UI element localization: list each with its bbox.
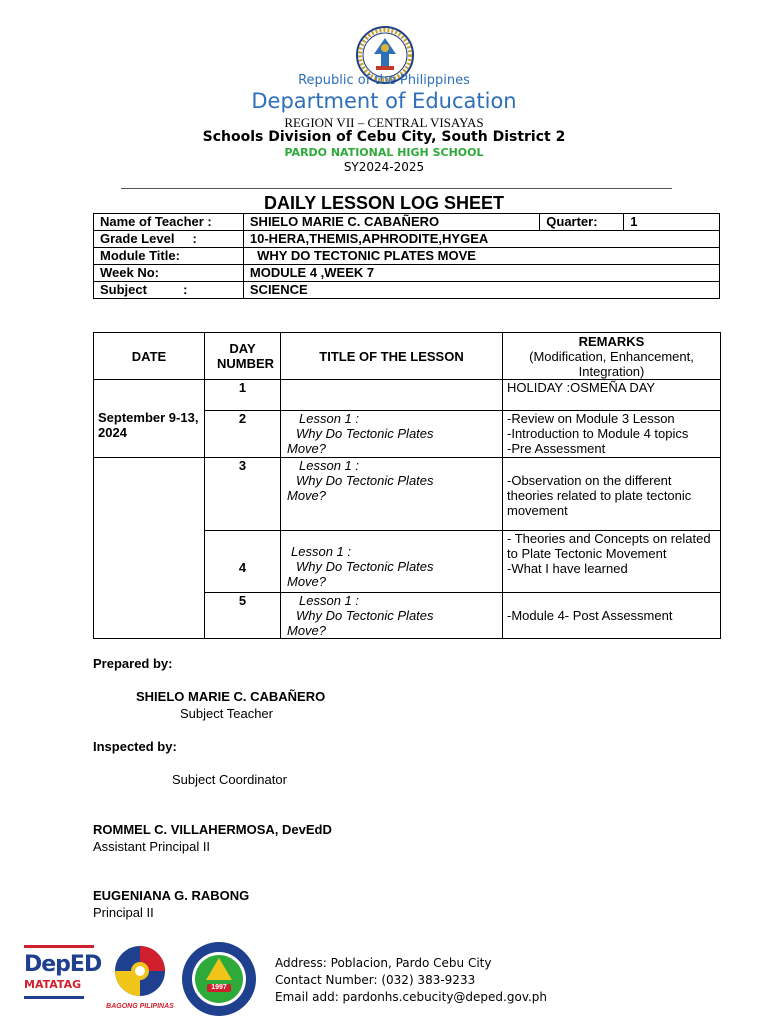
school-seal-year: 1997 [211, 984, 227, 991]
lesson-title-tail: Move? [287, 574, 327, 589]
school-address: Address: Poblacion, Pardo Cebu City [275, 956, 492, 970]
republic-text: Republic of the Philippines [298, 73, 470, 88]
lesson-cell [281, 458, 503, 531]
teacher-row [94, 214, 720, 231]
lesson-title-tail: Move? [287, 441, 327, 456]
assistant-principal-role: Assistant Principal II [93, 839, 211, 854]
lesson-title: Why Do Tectonic Plates [296, 559, 434, 574]
principal-role: Principal II [93, 905, 154, 920]
day-number: 4 [205, 531, 281, 593]
inspected-by-label: Inspected by: [93, 739, 177, 754]
lesson-label: Lesson 1 : [299, 411, 359, 426]
lesson-cell [281, 593, 503, 639]
lesson-title: Why Do Tectonic Plates [296, 608, 434, 623]
remarks-header-sub: (Modification, Enhancement, Integration) [529, 348, 694, 379]
remarks-header-label: REMARKS [578, 333, 645, 349]
lesson-title: Why Do Tectonic Plates [296, 426, 434, 441]
lesson-title-tail: Move? [287, 488, 327, 503]
prepared-name: SHIELO MARIE C. CABAÑERO [136, 689, 326, 704]
remark-line: -Module 4- Post Assessment [507, 608, 673, 623]
quarter-value: 1 [624, 214, 720, 231]
deped-matatag-logo [24, 945, 102, 1005]
module-value: WHY DO TECTONIC PLATES MOVE [243, 248, 719, 265]
header-divider [121, 188, 672, 189]
bagong-pilipinas-logo [104, 944, 176, 1008]
remarks-cell [503, 458, 721, 531]
grade-value: 10-HERA,THEMIS,APHRODITE,HYGEA [243, 231, 719, 248]
department-name: Department of Education [251, 89, 517, 113]
assistant-principal-name: ROMMEL C. VILLAHERMOSA, DevEdD [93, 822, 332, 837]
lesson-title-header: TITLE OF THE LESSON [281, 333, 503, 380]
lesson-log-table [93, 332, 721, 639]
school-seal-emblem [180, 940, 258, 1018]
grade-label: Grade Level : [94, 231, 244, 248]
remarks-cell [503, 411, 721, 458]
lesson-label: Lesson 1 : [299, 593, 359, 608]
remarks-cell: HOLIDAY :OSMEÑA DAY [503, 380, 721, 411]
remarks-cell [503, 531, 721, 593]
date-cell-empty [94, 593, 205, 639]
subject-row [94, 282, 720, 299]
quarter-label: Quarter: [540, 214, 624, 231]
inspected-role: Subject Coordinator [172, 772, 287, 787]
remark-line: -Observation on the different theories related to plate tectonic movement [507, 473, 692, 518]
day-number: 5 [205, 593, 281, 639]
division-text: Schools Division of Cebu City, South District 2 [202, 129, 566, 145]
date-cell-empty [94, 531, 205, 593]
teacher-info-table [93, 213, 720, 299]
table-row [94, 380, 721, 411]
day-number-header: DAY NUMBER [205, 333, 281, 380]
remark-line: -Pre Assessment [507, 441, 606, 456]
date-cell [94, 380, 205, 458]
remarks-cell [503, 593, 721, 639]
prepared-by-label: Prepared by: [93, 656, 173, 671]
subject-value: SCIENCE [243, 282, 719, 299]
module-row [94, 248, 720, 265]
date-cell-empty [94, 458, 205, 531]
matatag-text: MATATAG [24, 978, 82, 991]
lesson-cell [281, 531, 503, 593]
school-seal-logo [180, 940, 258, 1018]
school-name: PARDO NATIONAL HIGH SCHOOL [284, 146, 484, 159]
lesson-header-row [94, 333, 721, 380]
table-row [94, 531, 721, 593]
module-label: Module Title: [94, 248, 244, 265]
date-value: September 9-13, 2024 [98, 410, 199, 440]
prepared-role: Subject Teacher [180, 706, 273, 721]
table-row [94, 593, 721, 639]
lesson-label: Lesson 1 : [299, 458, 359, 473]
bagong-pilipinas-emblem [104, 944, 176, 998]
lesson-label: Lesson 1 : [291, 544, 351, 559]
remark-line: - Theories and Concepts on related to Plate Tectonic Movement [507, 531, 711, 561]
lesson-title: Why Do Tectonic Plates [296, 473, 434, 488]
week-value: MODULE 4 ,WEEK 7 [243, 265, 719, 282]
email-address: Email add: pardonhs.cebucity@deped.gov.ph [275, 990, 548, 1004]
day-number: 2 [205, 411, 281, 458]
grade-row [94, 231, 720, 248]
remark-line: -Introduction to Module 4 topics [507, 426, 689, 441]
week-label: Week No: [94, 265, 244, 282]
deped-logo-text: DepED [24, 952, 102, 977]
region-text: REGION VII – CENTRAL VISAYAS [284, 115, 484, 130]
table-row [94, 458, 721, 531]
day-number: 3 [205, 458, 281, 531]
teacher-label: Name of Teacher : [94, 214, 244, 231]
lesson-cell [281, 411, 503, 458]
day-number: 1 [205, 380, 281, 411]
subject-label: Subject : [94, 282, 244, 299]
teacher-value: SHIELO MARIE C. CABAÑERO [243, 214, 539, 231]
bagong-pilipinas-text: BAGONG PILIPINAS [106, 1003, 174, 1010]
remark-line: -Review on Module 3 Lesson [507, 411, 675, 426]
page-title: DAILY LESSON LOG SHEET [263, 193, 505, 213]
week-row [94, 265, 720, 282]
contact-number: Contact Number: (032) 383-9233 [275, 973, 476, 987]
principal-name: EUGENIANA G. RABONG [93, 888, 250, 903]
remarks-header [503, 333, 721, 380]
date-header: DATE [94, 333, 205, 380]
lesson-cell [281, 380, 503, 411]
lesson-title-tail: Move? [287, 623, 327, 638]
school-year: SY2024-2025 [343, 160, 425, 174]
remark-line: -What I have learned [507, 561, 628, 576]
